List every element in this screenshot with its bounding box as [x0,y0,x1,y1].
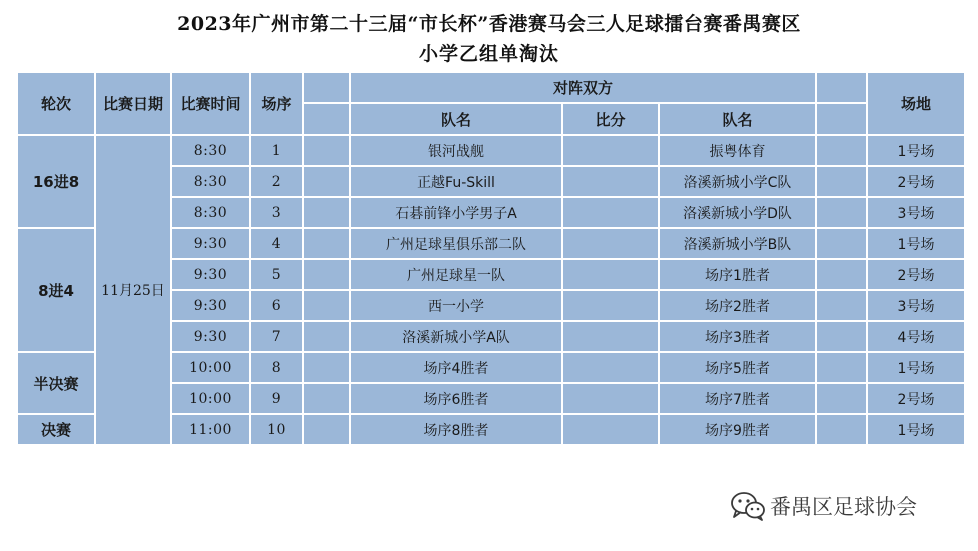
spacer-cell [303,197,350,228]
match-no-cell: 8 [250,352,303,383]
team2-cell: 场序7胜者 [659,383,816,414]
spacer-cell [816,414,867,445]
match-no-cell: 1 [250,135,303,166]
round-cell-qf: 8进4 [17,228,95,352]
score-cell [562,166,659,197]
header-score: 比分 [562,103,659,135]
header-matchup: 对阵双方 [350,72,816,103]
header-team2: 队名 [659,103,816,135]
spacer-cell [816,135,867,166]
team2-cell: 洛溪新城小学C队 [659,166,816,197]
header-round: 轮次 [17,72,95,135]
date-cell: 11月25日 [95,135,171,445]
header-date: 比赛日期 [95,72,171,135]
match-no-cell: 7 [250,321,303,352]
score-cell [562,135,659,166]
venue-cell: 2号场 [867,383,965,414]
score-cell [562,197,659,228]
team1-cell: 场序4胜者 [350,352,562,383]
match-no-cell: 4 [250,228,303,259]
team1-cell: 石碁前锋小学男子A [350,197,562,228]
score-cell [562,383,659,414]
time-cell: 9:30 [171,290,250,321]
team1-cell: 场序8胜者 [350,414,562,445]
match-no-cell: 2 [250,166,303,197]
spacer-cell [816,290,867,321]
spacer-cell [303,166,350,197]
venue-cell: 2号场 [867,259,965,290]
venue-cell: 1号场 [867,414,965,445]
spacer-cell [816,383,867,414]
document-title: 2023年广州市第二十三届“市长杯”香港赛马会三人足球擂台赛番禺赛区 [177,13,801,35]
header-time: 比赛时间 [171,72,250,135]
spacer-cell [303,414,350,445]
subheader-spacer-right [816,103,867,135]
match-no-cell: 3 [250,197,303,228]
team2-cell: 振粤体育 [659,135,816,166]
watermark [730,491,917,521]
score-cell [562,259,659,290]
venue-cell: 3号场 [867,290,965,321]
header-row [17,72,965,103]
wechat-icon [730,491,766,521]
spacer-cell [816,259,867,290]
score-cell [562,290,659,321]
header-venue: 场地 [867,72,965,135]
score-cell [562,352,659,383]
match-no-cell: 10 [250,414,303,445]
venue-cell: 1号场 [867,228,965,259]
team1-cell: 场序6胜者 [350,383,562,414]
team1-cell: 洛溪新城小学A队 [350,321,562,352]
spacer-cell [816,197,867,228]
header-team1: 队名 [350,103,562,135]
team1-cell: 银河战舰 [350,135,562,166]
team2-cell: 洛溪新城小学D队 [659,197,816,228]
spacer-cell [303,228,350,259]
spacer-cell [816,352,867,383]
time-cell: 9:30 [171,321,250,352]
watermark-text: 番禺区足球协会 [770,495,917,519]
venue-cell: 1号场 [867,352,965,383]
team2-cell: 场序1胜者 [659,259,816,290]
team2-cell: 场序2胜者 [659,290,816,321]
match-no-cell: 6 [250,290,303,321]
round-cell-r16: 16进8 [17,135,95,228]
team1-cell: 正越Fu-Skill [350,166,562,197]
spacer-cell [816,321,867,352]
venue-cell: 4号场 [867,321,965,352]
spacer-cell [303,383,350,414]
team2-cell: 洛溪新城小学B队 [659,228,816,259]
time-cell: 8:30 [171,197,250,228]
team1-cell: 广州足球星俱乐部二队 [350,228,562,259]
time-cell: 8:30 [171,135,250,166]
score-cell [562,228,659,259]
time-cell: 10:00 [171,383,250,414]
score-cell [562,321,659,352]
venue-cell: 1号场 [867,135,965,166]
spacer-cell [303,321,350,352]
team1-cell: 广州足球星一队 [350,259,562,290]
venue-cell: 2号场 [867,166,965,197]
team2-cell: 场序3胜者 [659,321,816,352]
header-match-no: 场序 [250,72,303,135]
round-cell-sf: 半决赛 [17,352,95,414]
schedule-table [16,71,966,446]
time-cell: 11:00 [171,414,250,445]
time-cell: 10:00 [171,352,250,383]
document-subtitle: 小学乙组单淘汰 [418,43,559,65]
time-cell: 8:30 [171,166,250,197]
time-cell: 9:30 [171,259,250,290]
spacer-cell [816,166,867,197]
venue-cell: 3号场 [867,197,965,228]
header-spacer-left [303,72,350,103]
match-no-cell: 9 [250,383,303,414]
team2-cell: 场序9胜者 [659,414,816,445]
team2-cell: 场序5胜者 [659,352,816,383]
spacer-cell [303,259,350,290]
spacer-cell [303,352,350,383]
score-cell [562,414,659,445]
spacer-cell [816,228,867,259]
subheader-spacer-left [303,103,350,135]
round-cell-final: 决赛 [17,414,95,445]
time-cell: 9:30 [171,228,250,259]
match-no-cell: 5 [250,259,303,290]
header-spacer-right [816,72,867,103]
spacer-cell [303,290,350,321]
table-row [17,135,965,166]
team1-cell: 西一小学 [350,290,562,321]
spacer-cell [303,135,350,166]
